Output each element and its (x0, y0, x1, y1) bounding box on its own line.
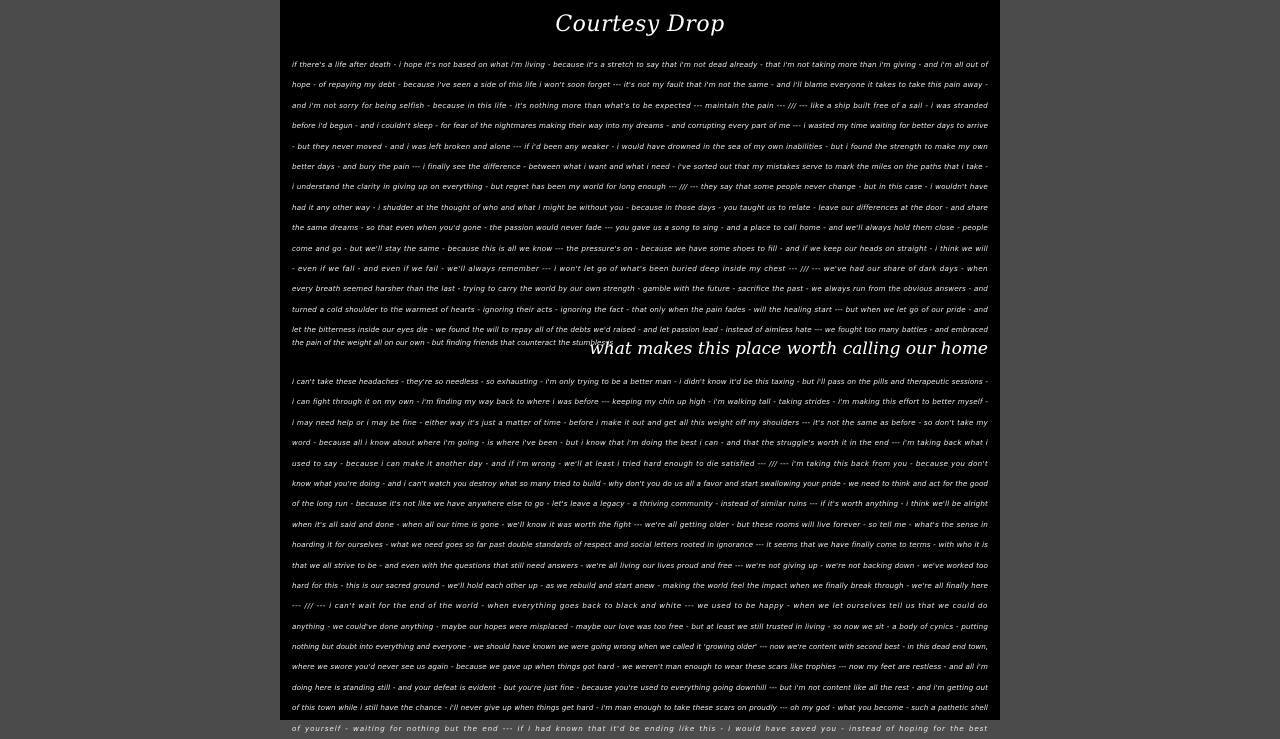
lyric-line: where we swore you'd never see us again - because we gave up when things got hard - we weren't man enough to wear these scars like trophies --- now my feet are restless - and all i'm (292, 662, 988, 672)
lyrics-midline (292, 333, 988, 363)
lyric-line: of yourself - waiting for nothing but the end --- if i had known that it'd be ending like this - i would have saved you - instead of hoping for the best (292, 723, 988, 733)
cover-title: Courtesy Drop (555, 12, 725, 37)
lyric-line: i understand the clarity in giving up on everything - but regret has been my world for long enough --- /// --- they say that some people never change - but in this case - i wouldn't have (292, 182, 988, 192)
lyrics-tail-line: the pain of the weight all on our own - but finding friends that counteract the stumbles is (292, 338, 614, 347)
lyric-line: every breath seemed harsher than the last - trying to carry the world by our own strength - gamble with the future - sacrifice the past - we always run from the obvious answers - and (292, 284, 988, 294)
lyric-line: of the long run - because it's not like we have anywhere else to go - let's leave a legacy - a thriving community - instead of similar ruins --- if it's worth anything - i think we'll be alright (292, 499, 988, 509)
lyric-line: the same dreams - so that even when you'd gone - the passion would never fade --- you gave us a song to sing - and a place to call home - and we'll always hold them close - people (292, 223, 988, 233)
lyric-line: hard for this - this is our sacred ground - we'll hold each other up - as we rebuild and start anew - making the world feel the impact when we finally break through - we're all finally here (292, 580, 988, 590)
lyric-line: know what you're doing - and i can't watch you destroy what so many tried to build - why don't you do us all a favor and start swallowing your pride - we need to think and act for the good (292, 478, 988, 488)
lyric-line: i can't take these headaches - they're so needless - so exhausting - i'm only trying to be a better man - i didn't know it'd be this taxing - but i'll pass on the pills and therapeutic sessions - (292, 377, 988, 386)
lyrics-block-bottom (292, 372, 988, 739)
lyric-line: and i'm not sorry for being selfish - because in this life - it's nothing more than what's to be expected --- maintain the pain --- /// --- like a ship built free of a sail - i was stranded (292, 100, 988, 110)
lyric-line: that we all strive to be - and even with the questions that still need answers - we're all living our lives proud and free --- we're not giving up - we're not backing down - we've worked too (292, 560, 988, 570)
lyric-line: - but they never moved - and i was left broken and alone --- if i'd been any weaker - i would have drowned in the sea of my own inabilities - but i found the strength to make my own (292, 141, 988, 151)
lyrics-block-top (292, 55, 988, 340)
lyric-line: let the bitterness inside our eyes die - we found the will to repay all of the debts we'd raised - and let passion lead - instead of aimless hate --- we fought too many battles - and embraced (292, 325, 988, 335)
lyric-line: when it's all said and done - when all our time is gone - we'll know it was worth the fight --- we're all getting older - but these rooms will live forever - so tell me - what's the sense in (292, 519, 988, 529)
lyric-line: of this town while i still have the chance - i'll never give up when things get hard - i'm man enough to take these scars on proudly --- oh my god - what you become - such a pathetic shell (292, 703, 988, 713)
lyric-line: nothing but doubt into everything and everyone - we should have known we were going wrong when we called it 'growing older' --- now we're content with second best - in this dead end town, (292, 642, 988, 652)
hook-line: what makes this place worth calling our home (589, 339, 988, 359)
lyric-line: i may need help or i may be fine - either way it's just a matter of time - before i make it out and get all this weight off my shoulders --- it's not the same as before - so don't take my (292, 417, 988, 427)
lyric-line: used to say - because i can make it another day - and if i'm wrong - we'll at least i tried hard enough to die satisfied --- /// --- i'm taking this back from you - because you don't (292, 458, 988, 468)
lyric-line: - even if we fall - and even if we fail - we'll always remember --- i won't let go of what's been buried deep inside my chest --- /// --- we've had our share of dark days - when (292, 263, 988, 273)
lyric-line: doing here is standing still - and your defeat is evident - but you're just fine - because you're used to everything going downhill --- but i'm not content like all the rest - and i'm getting out (292, 682, 988, 692)
lyric-line: better days - and bury the pain --- i finally see the difference - between what i want and what i need - i've sorted out that my mistakes serve to mark the miles on the paths that i take - (292, 161, 988, 171)
lyric-line: --- /// --- i can't wait for the end of the world - when everything goes back to black and white --- we used to be happy - when we let ourselves tell us that we could do (292, 601, 988, 611)
lyric-line: turned a cold shoulder to the warmest of hearts - ignoring their acts - ignoring the fact - that only when the pain fades - will the healing start --- but when we let go of our pride - and (292, 304, 988, 314)
lyric-line: i can fight through it on my own - i'm finding my way back to where i was before --- keeping my chin up high - i'm walking tall - taking strides - i'm making this effort to better myself - (292, 397, 988, 407)
lyric-line: if there's a life after death - i hope it's not based on what i'm living - because it's a stretch to say that i'm not dead already - that i'm not taking more than i'm giving - and i'm all out of (292, 60, 988, 69)
lyric-line: word - because all i know about where i'm going - is where i've been - but i know that i'm doing the best i can - and that the struggle's worth it in the end --- i'm taking back what i (292, 438, 988, 448)
lyric-line: had it any other way - i shudder at the thought of who and what i might be without you - because in those days - you taught us to relate - leave our differences at the door - and share (292, 202, 988, 212)
lyric-line: come and go - but we'll stay the same - because this is all we know --- the pressure's on - because we have some shoes to fill - and if we keep our heads on straight - i think we will (292, 243, 988, 253)
lyric-line: hope - of repaying my debt - because i've seen a side of this life i won't soon forget --- it's not my fault that i'm not the same - and i'll blame everyone it takes to take this pain away - (292, 80, 988, 90)
lyric-line: anything - we could've done anything - maybe our hopes were misplaced - maybe our love was too free - but at least we still trusted in living - so now we sit - a body of cynics - putting (292, 621, 988, 631)
lyric-line: before i'd begun - and i couldn't sleep - for fear of the nightmares making their way into my dreams - and corrupting every part of me --- i wasted my time waiting for better days to arrive (292, 121, 988, 131)
album-cover (280, 0, 1000, 733)
lyric-line: hoarding it for ourselves - what we need goes so far past double standards of respect and social letters rooted in ignorance --- it seems that we have finally come to terms - with who it is (292, 540, 988, 550)
